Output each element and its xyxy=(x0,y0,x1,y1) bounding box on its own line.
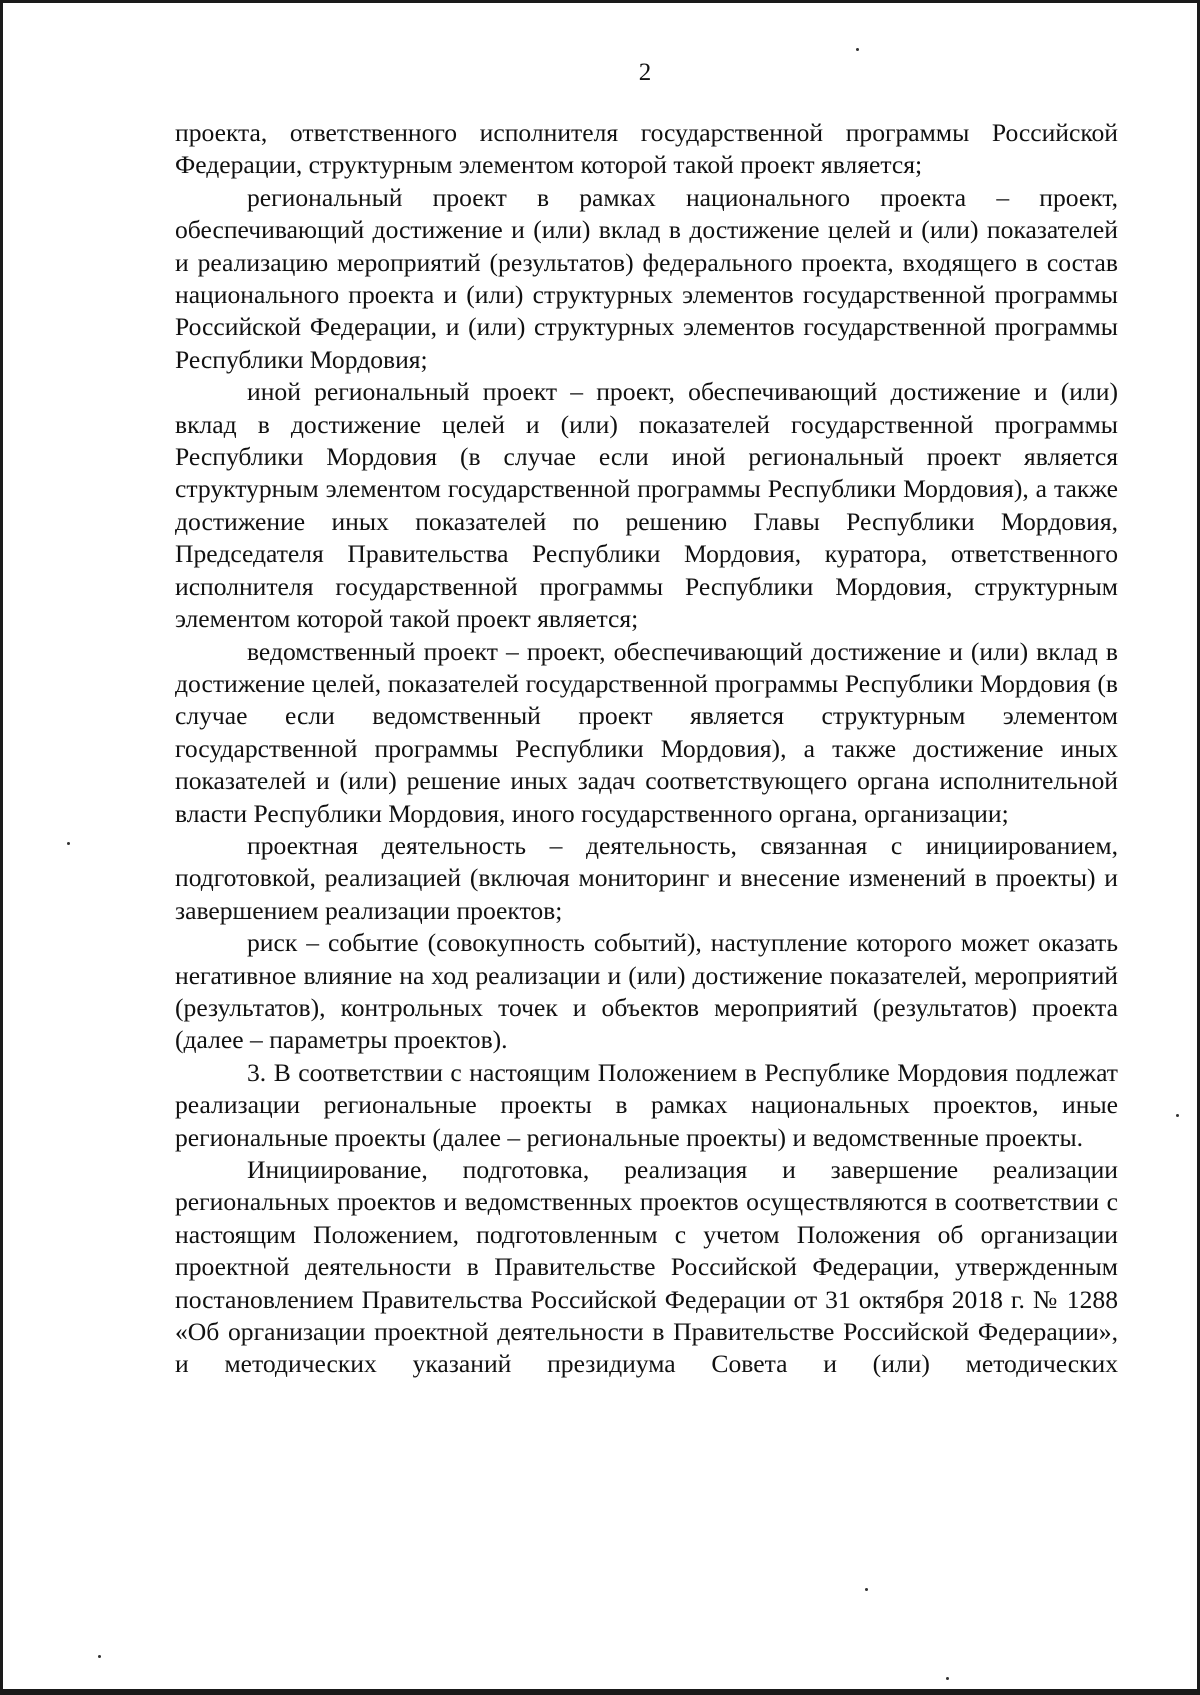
paragraph-5: проектная деятельность – деятельность, связанная с инициированием, подготовкой, реализацией (включая мониторинг и внесение изменений в проекты) и завершением реализации проектов; xyxy=(175,830,1118,925)
document-body xyxy=(175,117,1118,1381)
scan-speck xyxy=(856,48,859,51)
scan-speck xyxy=(946,1677,949,1680)
scan-speck xyxy=(67,842,70,845)
paragraph-4: ведомственный проект – проект, обеспечивающий достижение и (или) вклад в достижение целей, показателей государственной программы Республики Мордовия (в случае если ведомственный проект является структурным элементом государственной программы Республики Мордовия), а также достижение иных показателей и (или) решение иных задач соответствующего органа исполнительной власти Республики Мордовия, иного государственного органа, организации; xyxy=(175,636,1118,828)
scan-border-top xyxy=(0,0,1200,3)
scan-border-left xyxy=(0,0,3,1695)
scan-speck xyxy=(1176,1114,1179,1117)
paragraph-1: проекта, ответственного исполнителя государственной программы Российской Федерации, структурным элементом которой такой проект является; xyxy=(175,118,1118,180)
paragraph-6: риск – событие (совокупность событий), наступление которого может оказать негативное влияние на ход реализации и (или) достижение показателей, мероприятий (результатов), контрольных точек и объектов мероприятий (результатов) проекта (далее – параметры проектов). xyxy=(175,928,1118,1055)
page-number: 2 xyxy=(638,59,652,86)
paragraph-8: Инициирование, подготовка, реализация и завершение реализации региональных проектов и ведомственных проектов осуществляются в соответствии с настоящим Положением, подготовленным с учетом Положения об организации проектной деятельности в Правительстве Российской Федерации, утвержденным постановлением Правительства Российской Федерации от 31 октября 2018 г. № 1288 «Об организации проектной деятельности в Правительстве Российской Федерации», и методических указаний президиума Совета и (или) методических xyxy=(175,1155,1118,1379)
paragraph-3: иной региональный проект – проект, обеспечивающий достижение и (или) вклад в достижение целей и (или) показателей государственной программы Республики Мордовия (в случае если иной региональный проект является структурным элементом государственной программы Республики Мордовия), а также достижение иных показателей по решению Главы Республики Мордовия, Председателя Правительства Республики Мордовия, куратора, ответственного исполнителя государственной программы Республики Мордовия, структурным элементом которой такой проект является; xyxy=(175,377,1118,634)
paragraph-2: региональный проект в рамках национального проекта – проект, обеспечивающий достижение и (или) вклад в достижение целей и (или) показателей и реализацию мероприятий (результатов) федерального проекта, входящего в состав национального проекта и (или) структурных элементов государственной программы Российской Федерации, и (или) структурных элементов государственной программы Республики Мордовия; xyxy=(175,182,1118,374)
scan-border-bottom xyxy=(0,1689,1200,1695)
scan-speck xyxy=(98,1655,101,1658)
paragraph-7: 3. В соответствии с настоящим Положением в Республике Мордовия подлежат реализации региональные проекты в рамках национальных проектов, иные региональные проекты (далее – региональные проекты) и ведомственные проекты. xyxy=(175,1057,1118,1152)
scan-speck xyxy=(865,1588,868,1591)
